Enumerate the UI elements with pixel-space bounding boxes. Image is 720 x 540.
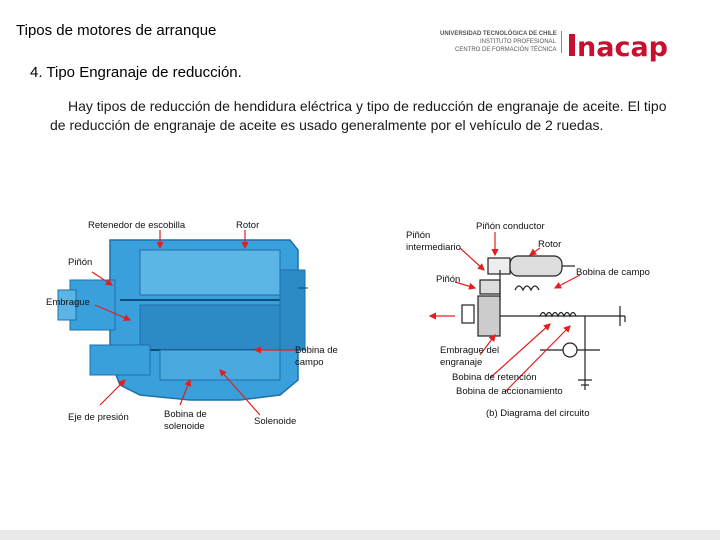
- label-bobina-campo-2: campo: [295, 357, 324, 368]
- label-bobina-retencion: Bobina de retención: [452, 372, 537, 383]
- label-pinon-intermedio-1: Piñón: [406, 230, 431, 241]
- label-bobina-solenoide-1: Bobina de: [164, 409, 207, 420]
- logo-mark: [569, 34, 575, 56]
- label-retenedor: Retenedor de escobilla: [88, 220, 186, 231]
- inacap-logo: [440, 26, 685, 62]
- section-paragraph: [50, 97, 670, 135]
- label-pinon-b: Piñón: [436, 274, 461, 285]
- paragraph-text: Hay tipos de reducción de hendidura eléctrica y tipo de reducción de engranaje de aceite. El tipo de reducción de engranaje de aceite es usado generalmente por el vehículo de 2 ruedas.: [50, 98, 667, 133]
- label-bobina-campo-b: Bobina de campo: [576, 267, 650, 278]
- label-bobina-campo-1: Bobina de: [295, 345, 338, 356]
- logo-line-3: CENTRO DE FORMACIÓN TÉCNICA: [455, 47, 557, 53]
- label-bobina-solenoide-2: solenoide: [164, 421, 205, 432]
- footer-bar: [0, 530, 720, 540]
- label-rotor-b: Rotor: [538, 239, 562, 250]
- circuit-diagram-figure: [400, 210, 670, 430]
- logo-line-1: UNIVERSIDAD TECNOLÓGICA DE CHILE: [440, 31, 557, 37]
- reduction-starter-cutaway-figure: [40, 210, 370, 445]
- label-eje-presion: Eje de presión: [68, 412, 129, 423]
- label-pinon-conductor: Piñón conductor: [476, 221, 545, 232]
- label-rotor-a: Rotor: [236, 220, 260, 231]
- label-pinon-intermedio-2: intermediario: [406, 242, 461, 253]
- slide-title: Tipos de motores de arranque: [16, 22, 217, 39]
- logo-line-2: INSTITUTO PROFESIONAL: [480, 39, 556, 45]
- figure-b-caption: (b) Diagrama del circuito: [486, 408, 590, 419]
- label-pinon-a: Piñón: [68, 257, 93, 268]
- label-bobina-accionamiento: Bobina de accionamiento: [456, 386, 563, 397]
- logo-brand: nacap: [577, 32, 668, 62]
- label-solenoide: Solenoide: [254, 416, 297, 427]
- label-embrague-b-1: Embrague del: [440, 345, 500, 356]
- label-embrague-a: Embrague: [46, 297, 90, 308]
- starter-body: [58, 240, 308, 400]
- label-embrague-b-2: engranaje: [440, 357, 483, 368]
- section-subtitle: 4. Tipo Engranaje de reducción.: [30, 64, 242, 81]
- figure-b-arrows: [430, 232, 580, 392]
